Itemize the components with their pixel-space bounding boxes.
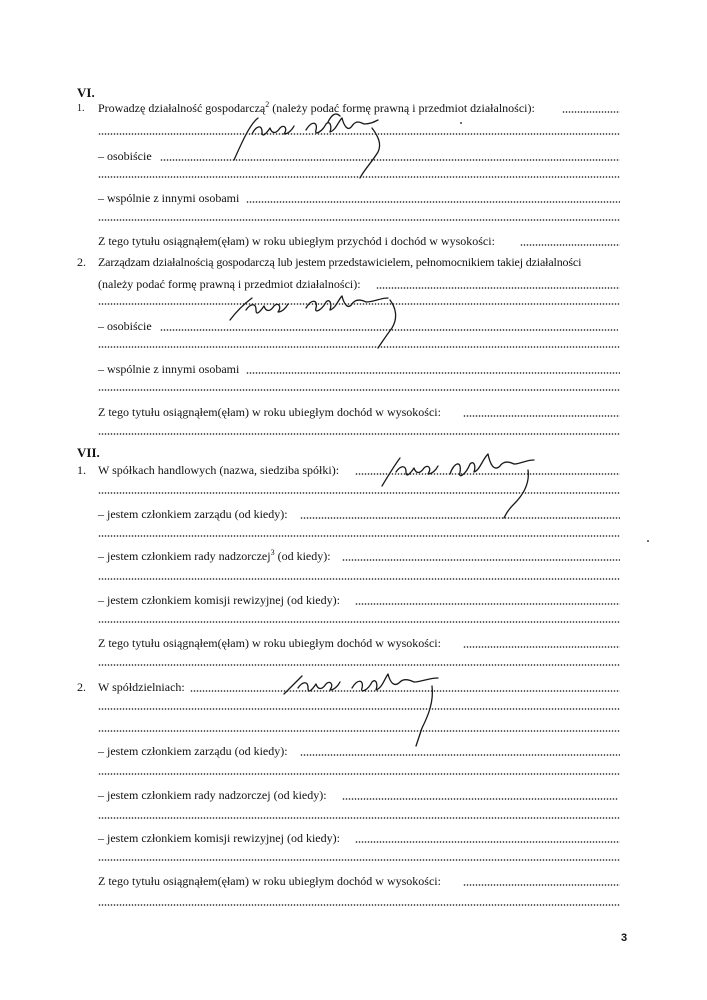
vii-item2-number: 2.	[77, 680, 86, 694]
vii-item2-supervisory-line	[98, 817, 620, 819]
vi-item2-line2: (należy podać formę prawną i przedmiot działalności):	[98, 277, 361, 291]
vi-item1-personally-label: – osobiście	[98, 149, 152, 163]
vi-item2-income-label: Z tego tytułu osiągnąłem(ęłam) w roku ubiegłym dochód w wysokości:	[98, 405, 441, 419]
vii-item1-supervisory-label: – jestem członkiem rady nadzorczej$^3$ (od kiedy):	[98, 548, 331, 563]
scan-speck	[647, 540, 649, 542]
vii-item2-audit-fill	[355, 841, 620, 843]
vii-item1-income-line	[98, 664, 620, 666]
vi-item2-number: 2.	[77, 255, 86, 269]
handwriting-nie-dotyczy-2	[228, 290, 408, 350]
vi-item1-number: 1.	[77, 103, 85, 114]
vii-item2-text: W spółdzielniach:	[98, 680, 185, 694]
vii-item2-income-label: Z tego tytułu osiągnąłem(ęłam) w roku ubiegłym dochód w wysokości:	[98, 874, 441, 888]
vi-item1-income-fill	[520, 244, 620, 246]
vi-item1-text: Prowadzę działalność gospodarczą$^2$ (należy podać formę prawną i przedmiot działalności):	[98, 100, 535, 115]
vii-item1-supervisory-fill	[342, 559, 620, 561]
vii-item1-number: 1.	[77, 463, 86, 477]
vii-item2-board-fill	[300, 754, 620, 756]
vii-item1-supervisory-line	[98, 578, 620, 580]
vii-item2-supervisory-fill	[342, 798, 618, 800]
vi-item2-jointly-label: – wspólnie z innymi osobami	[98, 362, 240, 376]
vii-item1-text: W spółkach handlowych (nazwa, siedziba spółki):	[98, 463, 340, 477]
section-vii-heading: VII.	[77, 445, 100, 460]
vi-item1-income-label: Z tego tytułu osiągnąłem(ęłam) w roku ubiegłym przychód i dochód w wysokości:	[98, 234, 495, 248]
vi-item2-personally-label: – osobiście	[98, 319, 152, 333]
vi-item2-line1: Zarządzam działalnością gospodarczą lub jestem przedstawicielem, pełnomocnikiem takiej działalności	[98, 255, 582, 269]
vi-item1-jointly-line	[98, 219, 620, 221]
page-number: 3	[621, 932, 628, 944]
vii-item2-income-fill	[463, 884, 620, 886]
vii-item1-audit-fill	[355, 603, 620, 605]
vii-item2-board-label: – jestem członkiem zarządu (od kiedy):	[98, 744, 288, 758]
vi-item2-jointly-line	[98, 389, 620, 391]
vii-item1-income-label: Z tego tytułu osiągnąłem(ęłam) w roku ubiegłym dochód w wysokości:	[98, 636, 441, 650]
handwriting-nie-dotyczy-3	[378, 450, 548, 520]
vi-item1-jointly-fill	[246, 201, 620, 203]
vi-item2-fill	[376, 287, 620, 289]
vii-item1-board-label: – jestem członkiem zarządu (od kiedy):	[98, 507, 288, 521]
vii-item2-income-line	[98, 904, 620, 906]
vii-item1-audit-label: – jestem członkiem komisji rewizyjnej (od kiedy):	[98, 593, 340, 607]
vii-item1-income-fill	[463, 646, 620, 648]
scan-speck	[460, 122, 462, 124]
vii-item1-board-line	[98, 535, 620, 537]
vii-item2-audit-line	[98, 859, 620, 861]
vii-item2-supervisory-label: – jestem członkiem rady nadzorczej (od kiedy):	[98, 788, 327, 802]
section-vi-heading: VI.	[77, 85, 95, 100]
vi-item2-jointly-fill	[246, 372, 620, 374]
handwriting-nie-dotyczy-4	[282, 668, 452, 748]
vii-item2-audit-label: – jestem członkiem komisji rewizyjnej (od kiedy):	[98, 831, 340, 845]
vii-item2-board-line	[98, 773, 620, 775]
vi-item1-jointly-label: – wspólnie z innymi osobami	[98, 191, 240, 205]
handwriting-nie-dotyczy-1	[232, 112, 392, 182]
vii-item1-audit-line	[98, 621, 620, 623]
vi-item2-income-fill	[463, 415, 620, 417]
vi-item1-fill	[562, 111, 620, 113]
vi-item2-income-line	[98, 433, 620, 435]
